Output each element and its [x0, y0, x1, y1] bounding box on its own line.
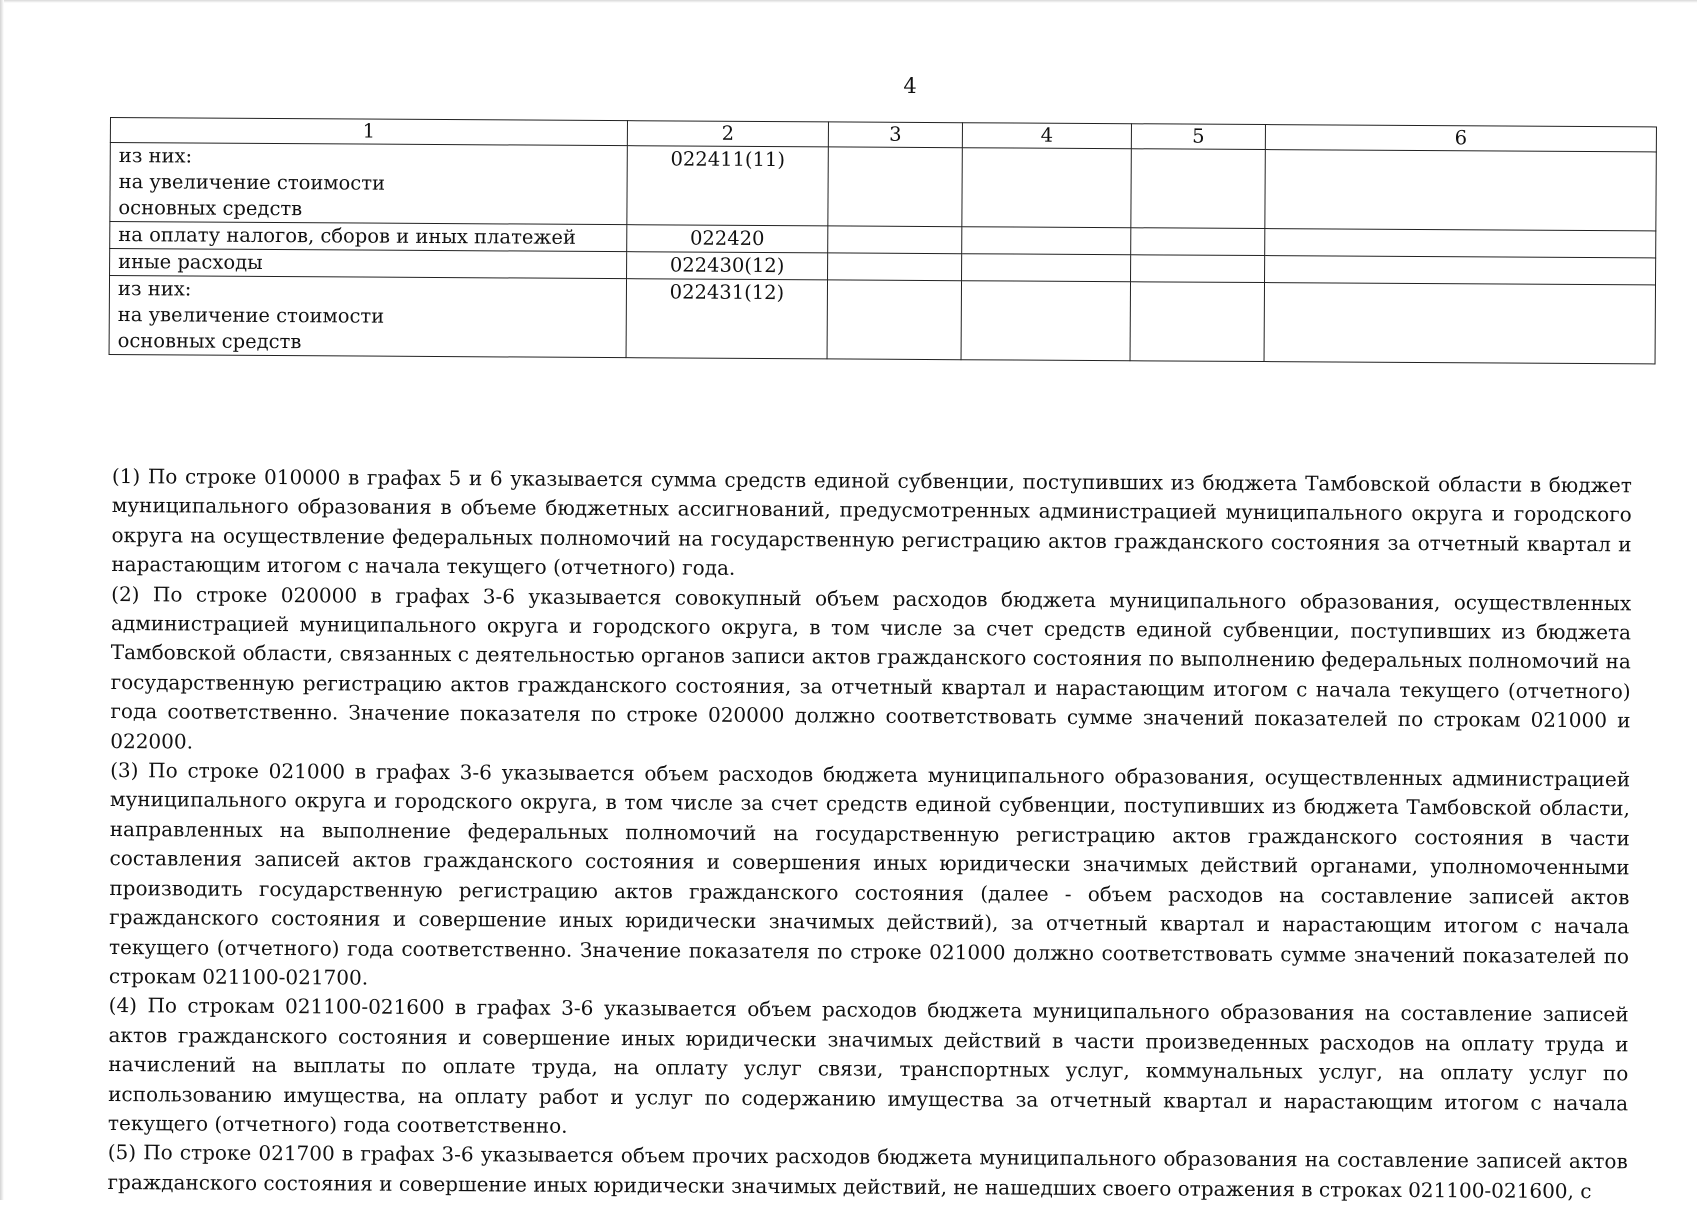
row-label-line: основных средств — [118, 196, 303, 221]
row-code: 022431(12) — [626, 279, 827, 359]
footnotes — [108, 462, 1632, 1206]
row-label — [110, 143, 627, 225]
empty-cell — [962, 227, 1131, 255]
empty-cell — [1265, 256, 1656, 285]
row-code: 022420 — [627, 225, 828, 253]
empty-cell — [827, 280, 961, 360]
footnote-5: (5) По строке 021700 в графах 3-6 указывается объем прочих расходов бюджета муниципального образования на составление записей актов гражданского состояния и совершение иных юридически значимых действий, не нашедших своего отражения в строках 021100-021600, с — [107, 1140, 1628, 1203]
footnote-4: (4) По строкам 021100-021600 в графах 3-6 указывается объем расходов бюджета муниципального образования на составление записей актов гражданского состояния и совершение иных юридически значимых действий в части произведенных расходов на оплату труда и начислений на выплаты по оплате труда, на оплату услуг связи, транспортных услуг, коммунальных услуг, на оплату услуг по использованию имущества, на оплату работ и услуг по содержанию имущества за отчетный квартал и нарастающим итогом с начала текущего (отчетного) года соответственно. — [107, 993, 1629, 1138]
scan-top-edge — [0, 0, 1697, 3]
empty-cell — [1131, 228, 1265, 256]
empty-cell — [828, 226, 962, 254]
empty-cell — [1265, 229, 1656, 258]
empty-cell — [1130, 282, 1264, 362]
footnote-2: (2) По строке 020000 в графах 3-6 указывается совокупный объем расходов бюджета муниципального образования, осуществленных администрацией муниципального округа и городского округа, в том числе за счет средств единой субвенции, поступивших из бюджета Тамбовской области, связанных с деятельностью органов записи актов гражданского состояния по выполнению федеральных полномочий на государственную регистрацию актов гражданского состояния, за отчетный квартал и нарастающим итогом с начала текущего (отчетного) года соответственно. Значение показателя по строке 020000 должно соответствовать сумме значений показателей по строкам 021000 и 022000. — [110, 581, 1632, 754]
row-label-line: на увеличение стоимости — [117, 303, 385, 328]
row-label-line: из них: — [118, 144, 193, 168]
table-row — [110, 143, 1656, 231]
row-label-line: из них: — [117, 277, 192, 301]
row-label-line: основных средств — [117, 329, 302, 354]
empty-cell — [961, 281, 1130, 361]
row-label — [110, 222, 627, 252]
footnote-1: (1) По строке 010000 в графах 5 и 6 указывается сумма средств единой субвенции, поступивших из бюджета Тамбовской области в бюджет муниципального образования в объеме бюджетных ассигнований, предусмотренных администрацией муниципального округа и городского округа на осуществление федеральных полномочий на государственную регистрацию актов гражданского состояния за отчетный квартал и нарастающим итогом с начала текущего (отчетного) года. — [111, 463, 1632, 581]
empty-cell — [1131, 149, 1265, 229]
column-header-6: 6 — [1265, 125, 1656, 152]
row-label — [109, 276, 626, 358]
page-number: 4 — [903, 74, 917, 98]
column-header-1: 1 — [110, 118, 627, 146]
row-label-line: иные расходы — [118, 250, 263, 274]
empty-cell — [1131, 255, 1265, 283]
empty-cell — [828, 253, 962, 281]
column-header-5: 5 — [1131, 124, 1265, 150]
empty-cell — [962, 254, 1131, 282]
row-label-line: на оплату налогов, сборов и иных платежей — [118, 223, 576, 249]
row-label — [110, 249, 627, 279]
column-header-3: 3 — [828, 122, 962, 148]
empty-cell — [828, 147, 962, 227]
row-code: 022430(12) — [627, 252, 828, 280]
empty-cell — [1265, 150, 1656, 231]
empty-cell — [1264, 283, 1655, 364]
scan-left-edge — [0, 0, 4, 1200]
footnote-3: (3) По строке 021000 в графах 3-6 указывается объем расходов бюджета муниципального образования, осуществленных администрацией муниципального округа и городского округа, в том числе за счет средств единой субвенции, поступивших из бюджета Тамбовской области, направленных на выполнение федеральных полномочий на государственную регистрацию актов гражданского состояния в части составления записей актов гражданского состояния и совершения иных юридически значимых действий органами, уполномоченными производить государственную регистрацию актов гражданского состояния (далее - объем расходов на составление записей актов гражданского состояния и совершение иных юридически значимых действий), за отчетный квартал и нарастающим итогом с начала текущего (отчетного) года соответственно. Значение показателя по строке 021000 должно соответствовать сумме значений показателей по строкам 021100-021700. — [108, 758, 1631, 990]
empty-cell — [962, 148, 1131, 228]
row-label-line: на увеличение стоимости — [118, 170, 386, 195]
column-header-2: 2 — [627, 121, 828, 147]
row-code: 022411(11) — [627, 146, 828, 226]
expenses-table — [109, 117, 1657, 364]
table-row — [109, 276, 1655, 364]
column-header-4: 4 — [962, 123, 1131, 149]
